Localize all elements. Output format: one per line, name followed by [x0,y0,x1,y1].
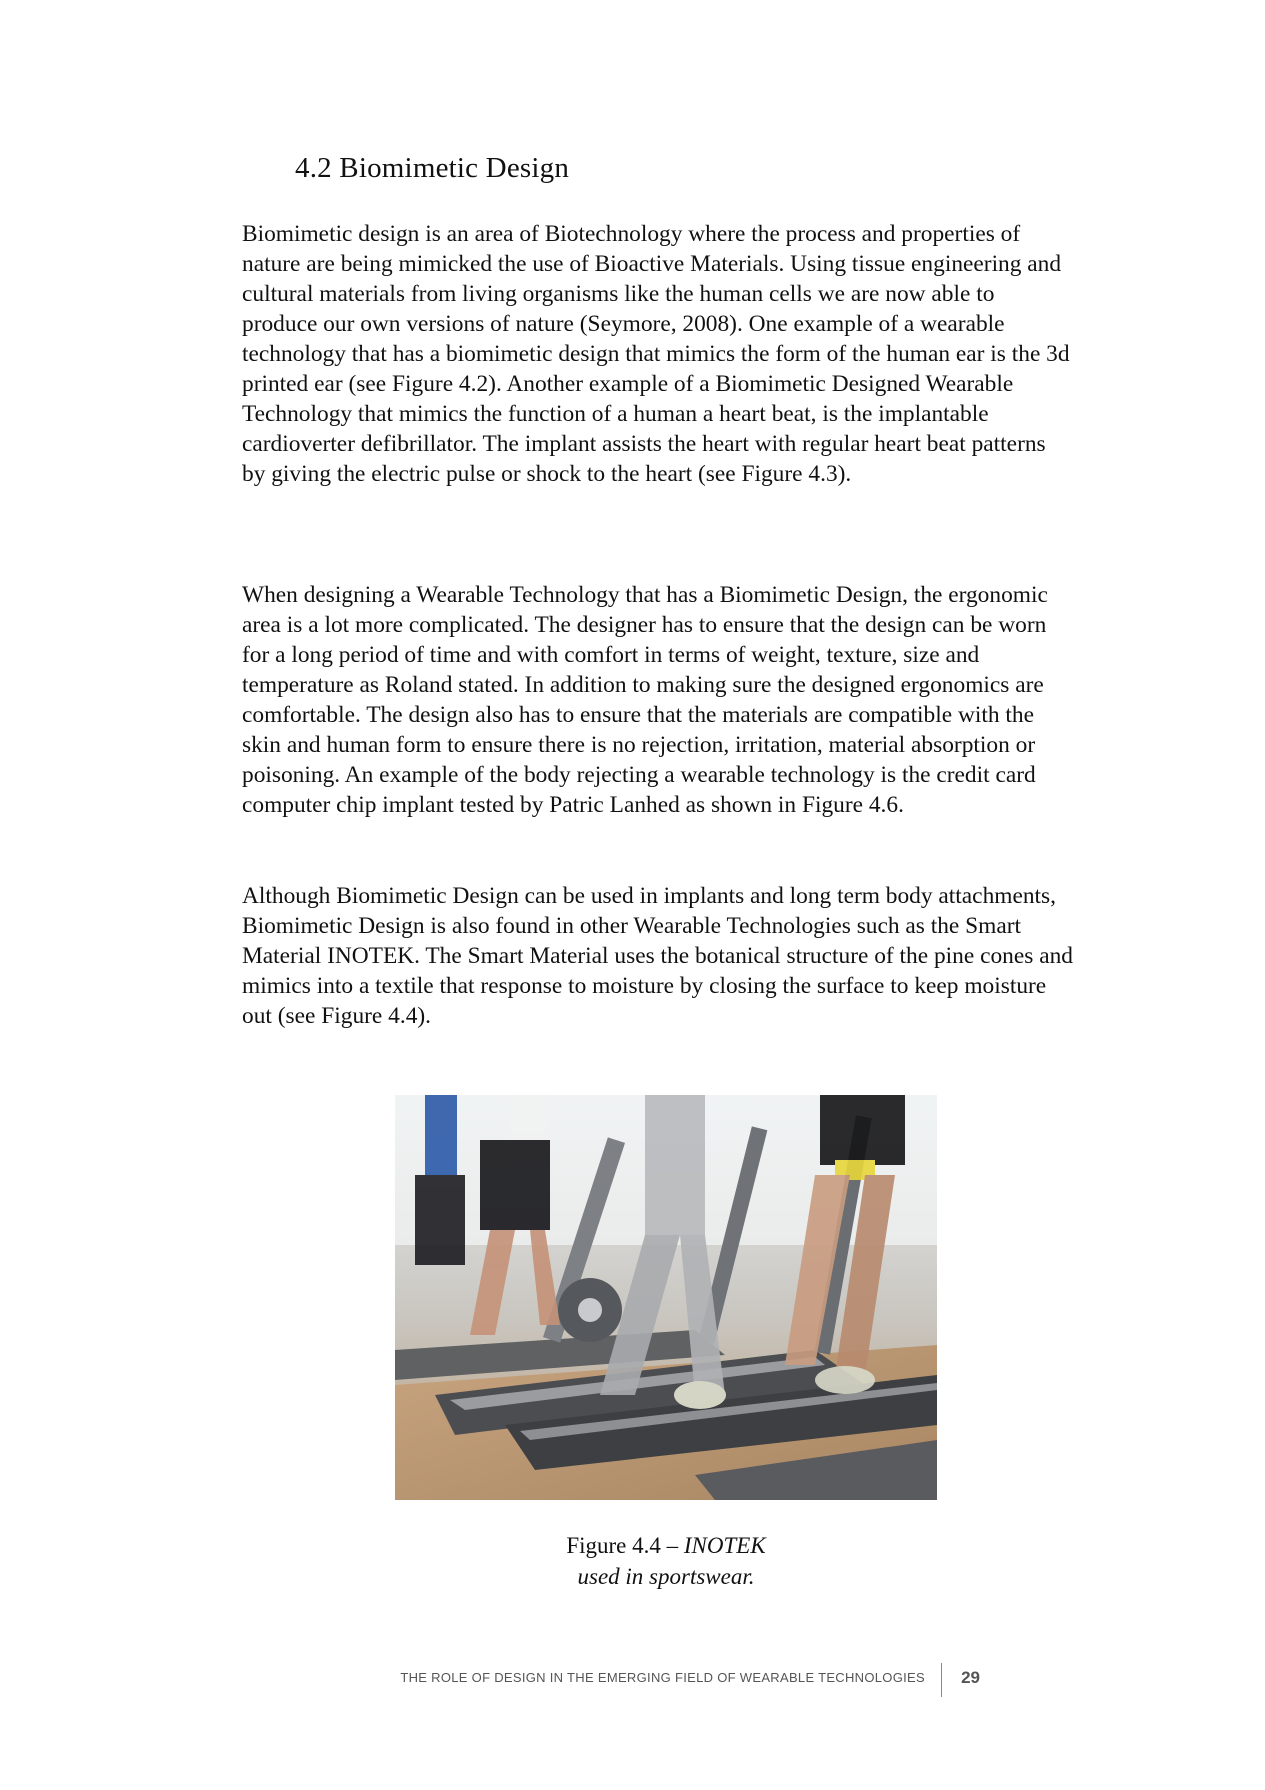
body-paragraph-3: Although Biomimetic Design can be used in implants and long term body attachments, Biomimetic Design is also found in other Wearable Technologies such as the Smart Material INOTEK. The Smart Material uses the botanical structure of the pine cones and mimics into a textile that response to moisture by closing the surface to keep moisture out (see Figure 4.4). [242,883,1073,1029]
figure-caption-line-1 [395,1530,937,1561]
section-heading: 4.2 Biomimetic Design [295,152,570,184]
footer-running-title: THE ROLE OF DESIGN IN THE EMERGING FIELD OF WEARABLE TECHNOLOGIES [400,1670,925,1685]
figure-caption-prefix: Figure 4.4 – [566,1533,684,1558]
page-footer [380,1663,980,1697]
footer-divider [941,1663,942,1697]
body-paragraph-2: When designing a Wearable Technology that has a Biomimetic Design, the ergonomic area is a lot more complicated. The designer has to ensure that the design can be worn for a long period of time and with comfort in terms of weight, texture, size and temperature as Roland stated. In addition to making sure the designed ergonomics are comfortable. The design also has to ensure that the materials are compatible with the skin and human form to ensure there is no rejection, irritation, material absorption or poisoning. An example of the body rejecting a wearable technology is the credit card computer chip implant tested by Patric Lanhed as shown in Figure 4.6. [242,582,1048,818]
body-paragraph-1: Biomimetic design is an area of Biotechnology where the process and properties of nature are being mimicked the use of Bioactive Materials. Using tissue engineering and cultural materials from living organisms like the human cells we are now able to produce our own versions of nature (Seymore, 2008). One example of a wearable technology that has a biomimetic design that mimics the form of the human ear is the 3d printed ear (see Figure 4.2). Another example of a Biomimetic Designed Wearable Technology that mimics the function of a human a heart beat, is the implantable cardioverter defibrillator. The implant assists the heart with regular heart beat patterns by giving the electric pulse or shock to the heart (see Figure 4.3). [242,221,1070,487]
treadmill-photo-illustration [395,1095,937,1500]
figure-caption-line-2 [395,1561,937,1592]
figure-photo-treadmills [395,1095,937,1500]
figure-caption-title: INOTEK [683,1533,766,1558]
figure-caption-subtitle: used in sportswear. [577,1564,755,1589]
page-number: 29 [961,1668,980,1687]
